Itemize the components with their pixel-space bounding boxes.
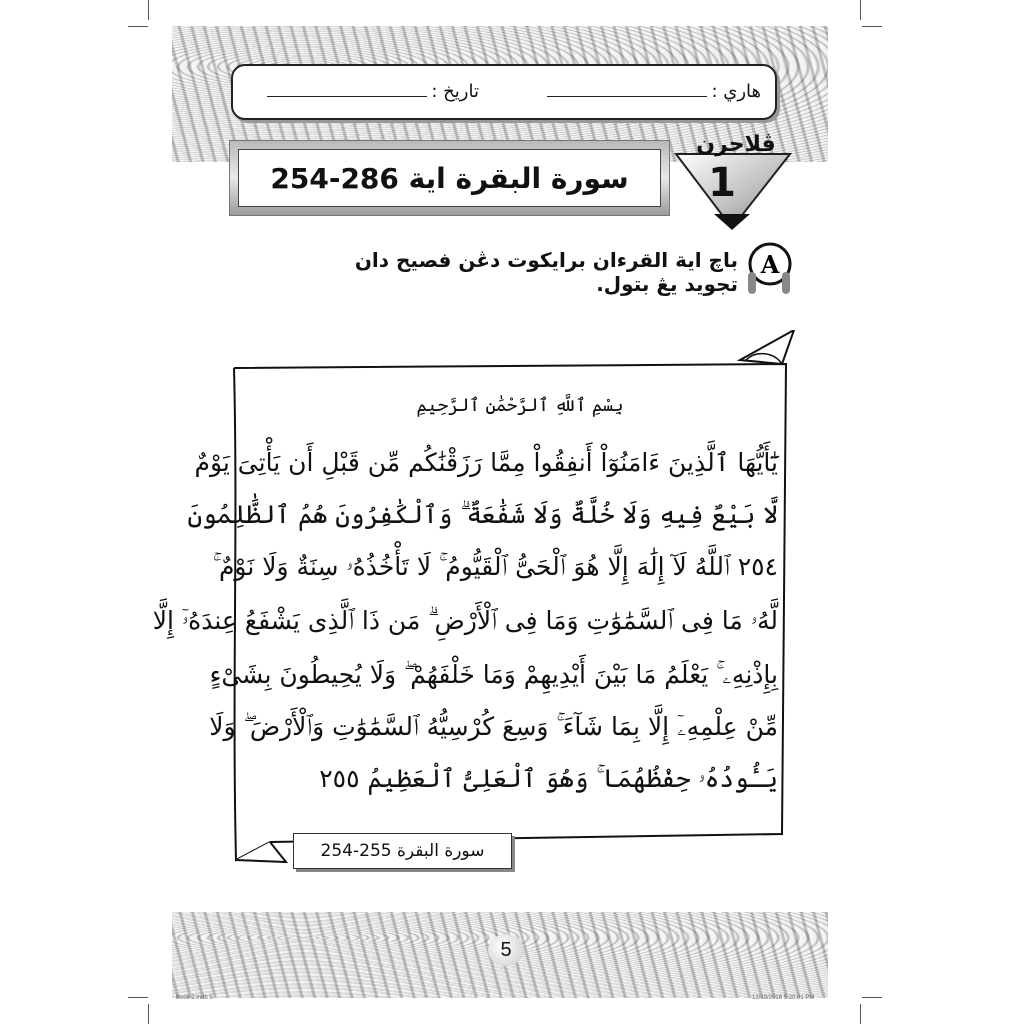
verse-line: يَٰٓأَيُّهَا ٱلَّذِينَ ءَامَنُوٓاْ أَنفِقُواْ مِمَّا رَزَقْنَٰكُم مِّن قَبْلِ أَن يَأْتِىَ يَوْمٌ <box>194 448 778 477</box>
verse-line: بِإِذْنِهِۦ ۚ يَعْلَمُ مَا بَيْنَ أَيْدِيهِمْ وَمَا خَلْفَهُمْ ۖ وَلَا يُحِيطُونَ بِشَىْءٍ <box>209 660 778 689</box>
crop-mark <box>148 1004 149 1024</box>
crop-mark <box>862 26 882 27</box>
name-date-bar <box>231 64 777 120</box>
lesson-word: ڤلاجرن <box>696 132 776 157</box>
date-line <box>267 80 427 97</box>
date-label: تاريخ : <box>431 81 479 102</box>
name-line <box>547 80 707 97</box>
crop-mark <box>860 1004 861 1024</box>
crop-mark <box>128 26 148 27</box>
bismillah: بِسْمِ ٱللَّهِ ٱلرَّحْمَٰنِ ٱلرَّحِيمِ <box>416 395 624 416</box>
instruction-text: باچ اية القرءان برايكوت دڠن فصيح دان تجويد يڠ بتول. <box>354 248 738 296</box>
headphones-icon <box>744 240 794 300</box>
name-field[interactable] <box>547 80 761 102</box>
lesson-title-box <box>229 140 670 216</box>
verse-line: ٢٥٤ ٱللَّهُ لَآ إِلَٰهَ إِلَّا هُوَ ٱلْحَىُّ ٱلْقَيُّومُ ۚ لَا تَأْخُذُهُۥ سِنَةٌ وَلَا نَوْمٌ ۚ <box>212 552 778 581</box>
crop-mark <box>148 0 149 20</box>
lesson-number: 1 <box>708 160 736 206</box>
verse-line: مِّنْ عِلْمِهِۦٓ إِلَّا بِمَا شَآءَ ۚ وَسِعَ كُرْسِيُّهُ ٱلسَّمَٰوَٰتِ وَٱلْأَرْضَ ۖ وَلَا <box>209 712 778 741</box>
source-label: سورة البقرة 255-254 <box>293 833 512 869</box>
file-info: Book 2.indb 5 <box>176 995 213 1001</box>
crop-mark <box>860 0 861 20</box>
verse-line: لَّهُۥ مَا فِى ٱلسَّمَٰوَٰتِ وَمَا فِى ٱلْأَرْضِ ۗ مَن ذَا ٱلَّذِى يَشْفَعُ عِندَهُۥٓ إِلَّا <box>152 606 778 635</box>
crop-mark <box>862 997 882 998</box>
print-timestamp: 12/19/2016 5:20:01 PM <box>752 995 815 1001</box>
name-label: هاري : <box>711 81 761 102</box>
page-number: 5 <box>488 934 524 966</box>
lesson-title: سورة البقرة اية 286-254 <box>238 149 661 207</box>
crop-mark <box>128 997 148 998</box>
verse-line: يَـُٔودُهُۥ حِفْظُهُمَا ۚ وَهُوَ ٱلْعَلِىُّ ٱلْعَظِيمُ ٢٥٥ <box>319 764 778 793</box>
verse-line: لَّا بَيْعٌ فِيهِ وَلَا خُلَّةٌ وَلَا شَفَٰعَةٌ ۗ وَٱلْكَٰفِرُونَ هُمُ ٱلظَّٰلِمُونَ <box>187 500 778 529</box>
date-field[interactable] <box>267 80 479 102</box>
icon-letter: A <box>760 250 780 279</box>
